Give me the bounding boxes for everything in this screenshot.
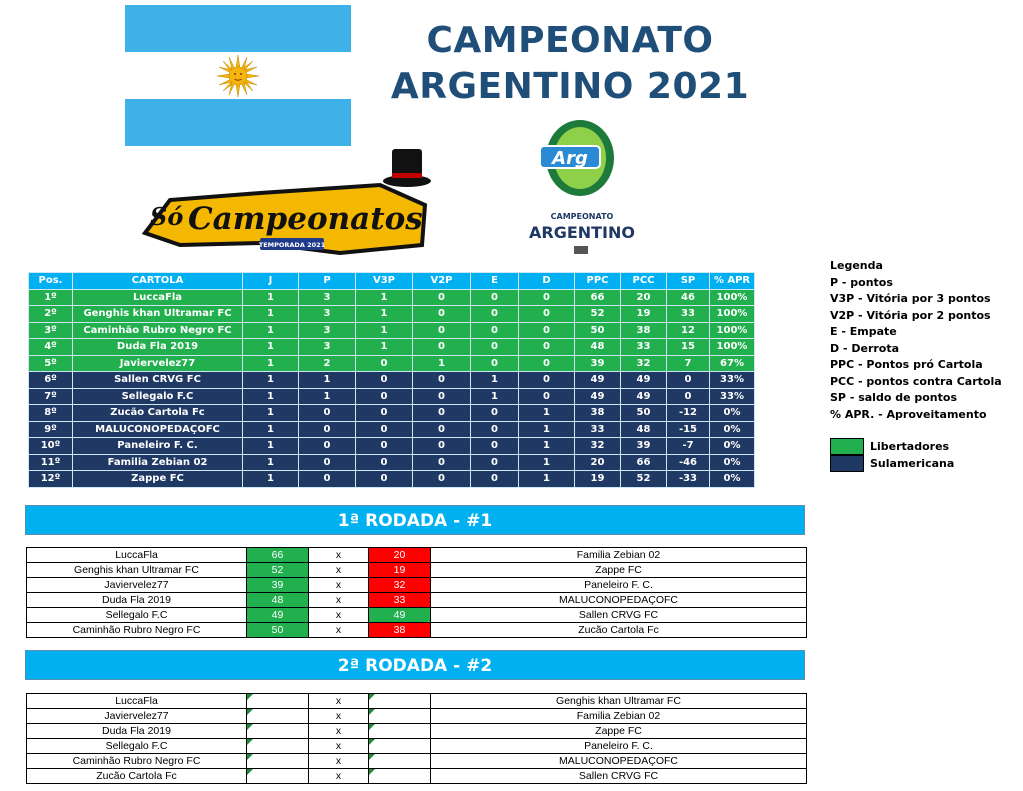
- standings-cell: 0: [471, 421, 519, 438]
- standings-header-cell: Pos.: [29, 273, 73, 290]
- match-row: [27, 769, 807, 784]
- team-name-cell: Sallen CRVG FC: [73, 372, 243, 389]
- standings-cell: 32: [575, 438, 621, 455]
- round-2-matches: [26, 693, 807, 784]
- standings-cell: 0: [413, 388, 471, 405]
- standings-cell: 52: [575, 306, 621, 323]
- standings-cell: 19: [575, 471, 621, 488]
- standings-header-cell: E: [471, 273, 519, 290]
- standings-cell: 1: [356, 289, 413, 306]
- away-score: 19: [369, 563, 431, 578]
- away-score: [369, 694, 431, 709]
- standings-cell: 0: [519, 388, 575, 405]
- standings-cell: 0: [356, 372, 413, 389]
- versus-label: x: [309, 578, 369, 593]
- versus-label: x: [309, 724, 369, 739]
- standings-cell: 100%: [710, 339, 755, 356]
- home-score: [247, 709, 309, 724]
- argentina-flag: [125, 5, 351, 146]
- standings-cell: 0: [413, 289, 471, 306]
- standings-cell: 1: [243, 322, 299, 339]
- standings-cell: 33%: [710, 388, 755, 405]
- standings-cell: 0: [519, 355, 575, 372]
- standings-header-cell: PCC: [621, 273, 667, 290]
- home-score: [247, 769, 309, 784]
- versus-label: x: [309, 593, 369, 608]
- standings-cell: 1: [243, 454, 299, 471]
- standings-row: [29, 355, 755, 372]
- match-row: [27, 694, 807, 709]
- standings-cell: 38: [621, 322, 667, 339]
- away-team: Paneleiro F. C.: [431, 578, 807, 593]
- away-score: [369, 724, 431, 739]
- away-score: 49: [369, 608, 431, 623]
- standings-cell: 1: [243, 405, 299, 422]
- standings-cell: 1: [471, 388, 519, 405]
- standings-cell: 1: [519, 471, 575, 488]
- away-score: 32: [369, 578, 431, 593]
- versus-label: x: [309, 709, 369, 724]
- standings-header-row: [29, 273, 755, 290]
- standings-row: [29, 339, 755, 356]
- standings-cell: 49: [621, 388, 667, 405]
- standings-row: [29, 421, 755, 438]
- standings-cell: 7: [667, 355, 710, 372]
- standings-cell: 1: [243, 471, 299, 488]
- home-score: 50: [247, 623, 309, 638]
- away-team: Sallen CRVG FC: [431, 769, 807, 784]
- legend-item: PPC - Pontos pró Cartola: [830, 358, 983, 371]
- match-row: [27, 548, 807, 563]
- standings-cell: 3: [299, 322, 356, 339]
- standings-cell: 0: [356, 388, 413, 405]
- round-2-banner: 2ª RODADA - #2: [25, 650, 805, 680]
- team-name-cell: Paneleiro F. C.: [73, 438, 243, 455]
- team-name-cell: Genghis khan Ultramar FC: [73, 306, 243, 323]
- standings-row: [29, 289, 755, 306]
- away-team: Zappe FC: [431, 563, 807, 578]
- standings-header-cell: D: [519, 273, 575, 290]
- sun-of-may-icon: [216, 54, 260, 98]
- standings-cell: 20: [621, 289, 667, 306]
- match-row: [27, 563, 807, 578]
- standings-cell: 1: [413, 355, 471, 372]
- flag-top-stripe: [125, 5, 351, 52]
- standings-header-cell: SP: [667, 273, 710, 290]
- home-team: Sellegalo F.C: [27, 739, 247, 754]
- home-score: [247, 724, 309, 739]
- team-name-cell: Sellegalo F.C: [73, 388, 243, 405]
- standings-cell: 33: [667, 306, 710, 323]
- standings-cell: 0: [413, 454, 471, 471]
- standings-cell: 4º: [29, 339, 73, 356]
- standings-cell: 0: [299, 438, 356, 455]
- standings-table: [28, 272, 755, 488]
- away-score: [369, 754, 431, 769]
- standings-cell: 6º: [29, 372, 73, 389]
- standings-cell: 100%: [710, 306, 755, 323]
- standings-cell: 1: [519, 421, 575, 438]
- versus-label: x: [309, 754, 369, 769]
- standings-cell: 1: [243, 339, 299, 356]
- home-team: Duda Fla 2019: [27, 593, 247, 608]
- standings-cell: 0: [413, 438, 471, 455]
- away-team: Familia Zebian 02: [431, 709, 807, 724]
- round-1-banner: 1ª RODADA - #1: [25, 505, 805, 535]
- libertadores-label: Libertadores: [870, 440, 950, 453]
- round-1-matches: [26, 547, 807, 638]
- versus-label: x: [309, 608, 369, 623]
- standings-cell: 0: [356, 471, 413, 488]
- standings-cell: 0: [519, 289, 575, 306]
- home-team: Duda Fla 2019: [27, 724, 247, 739]
- standings-cell: -33: [667, 471, 710, 488]
- standings-cell: 49: [575, 388, 621, 405]
- versus-label: x: [309, 563, 369, 578]
- libertadores-swatch: [830, 438, 864, 455]
- arg-logo-line-1: CAMPEONATO: [550, 212, 614, 221]
- away-team: Sallen CRVG FC: [431, 608, 807, 623]
- sulamericana-swatch: [830, 455, 864, 472]
- standings-cell: 0%: [710, 454, 755, 471]
- standings-cell: 1: [243, 421, 299, 438]
- versus-label: x: [309, 548, 369, 563]
- home-score: 39: [247, 578, 309, 593]
- standings-cell: 0%: [710, 471, 755, 488]
- standings-cell: 66: [575, 289, 621, 306]
- match-row: [27, 593, 807, 608]
- away-team: Familia Zebian 02: [431, 548, 807, 563]
- standings-cell: 0: [356, 438, 413, 455]
- standings-header-cell: V2P: [413, 273, 471, 290]
- standings-cell: 0: [299, 421, 356, 438]
- team-name-cell: Javiervelez77: [73, 355, 243, 372]
- standings-row: [29, 471, 755, 488]
- standings-cell: 20: [575, 454, 621, 471]
- standings-cell: 1: [243, 306, 299, 323]
- home-team: LuccaFla: [27, 694, 247, 709]
- standings-cell: 100%: [710, 322, 755, 339]
- team-name-cell: Caminhão Rubro Negro FC: [73, 322, 243, 339]
- legend-item: PCC - pontos contra Cartola: [830, 374, 1002, 388]
- home-score: [247, 754, 309, 769]
- standings-cell: 0: [471, 355, 519, 372]
- legend-item: V3P - Vitória por 3 pontos: [830, 292, 991, 305]
- home-score: [247, 694, 309, 709]
- standings-cell: 48: [621, 421, 667, 438]
- away-team: Zappe FC: [431, 724, 807, 739]
- standings-cell: 1: [519, 454, 575, 471]
- standings-cell: 0%: [710, 421, 755, 438]
- standings-row: [29, 306, 755, 323]
- away-team: Paneleiro F. C.: [431, 739, 807, 754]
- standings-cell: 50: [621, 405, 667, 422]
- match-row: [27, 578, 807, 593]
- home-team: Sellegalo F.C: [27, 608, 247, 623]
- standings-cell: 0: [667, 388, 710, 405]
- away-score: 33: [369, 593, 431, 608]
- page-title: [380, 18, 760, 110]
- logo-text-campeonatos: Campeonatos: [188, 201, 423, 237]
- match-row: [27, 623, 807, 638]
- match-row: [27, 608, 807, 623]
- standings-cell: 0: [519, 372, 575, 389]
- standings-cell: 7º: [29, 388, 73, 405]
- standings-cell: 3: [299, 339, 356, 356]
- match-row: [27, 724, 807, 739]
- standings-cell: 0: [299, 405, 356, 422]
- home-score: 49: [247, 608, 309, 623]
- standings-cell: 0: [471, 306, 519, 323]
- standings-row: [29, 454, 755, 471]
- arg-logo-line-2: ARGENTINO: [528, 223, 636, 242]
- versus-label: x: [309, 739, 369, 754]
- legend-item: P - pontos: [830, 275, 893, 289]
- standings-cell: 0: [413, 306, 471, 323]
- standings-cell: 32: [621, 355, 667, 372]
- standings-cell: 12º: [29, 471, 73, 488]
- standings-cell: 2: [299, 355, 356, 372]
- standings-cell: 1: [471, 372, 519, 389]
- standings-cell: 1: [519, 405, 575, 422]
- legend-item: SP - saldo de pontos: [830, 391, 957, 404]
- standings-cell: 0: [413, 421, 471, 438]
- standings-cell: 0: [471, 471, 519, 488]
- standings-cell: 49: [575, 372, 621, 389]
- standings-cell: 0%: [710, 405, 755, 422]
- home-team: LuccaFla: [27, 548, 247, 563]
- standings-cell: 33%: [710, 372, 755, 389]
- standings-cell: 66: [621, 454, 667, 471]
- standings-header-cell: J: [243, 273, 299, 290]
- legend-sulamericana: [830, 455, 990, 472]
- versus-label: x: [309, 769, 369, 784]
- standings-cell: -7: [667, 438, 710, 455]
- standings-cell: 3º: [29, 322, 73, 339]
- versus-label: x: [309, 694, 369, 709]
- team-name-cell: Familia Zebian 02: [73, 454, 243, 471]
- team-name-cell: Zappe FC: [73, 471, 243, 488]
- away-score: 20: [369, 548, 431, 563]
- standings-row: [29, 388, 755, 405]
- standings-cell: 0: [413, 339, 471, 356]
- standings-cell: 0: [519, 339, 575, 356]
- standings-cell: 1: [299, 372, 356, 389]
- standings-cell: 0: [356, 454, 413, 471]
- standings-cell: 10º: [29, 438, 73, 455]
- standings-cell: 1º: [29, 289, 73, 306]
- standings-cell: 5º: [29, 355, 73, 372]
- standings-cell: 0%: [710, 438, 755, 455]
- home-team: Caminhão Rubro Negro FC: [27, 623, 247, 638]
- team-name-cell: Duda Fla 2019: [73, 339, 243, 356]
- standings-cell: 0: [356, 405, 413, 422]
- home-team: Genghis khan Ultramar FC: [27, 563, 247, 578]
- logo-text-so: Só: [150, 202, 184, 231]
- home-score: 52: [247, 563, 309, 578]
- away-score: [369, 739, 431, 754]
- standings-cell: 1: [299, 388, 356, 405]
- standings-cell: 39: [575, 355, 621, 372]
- standings-cell: 0: [667, 372, 710, 389]
- legend-item: % APR. - Aproveitamento: [830, 407, 987, 421]
- campeonato-argentino-logo: [518, 120, 646, 260]
- standings-cell: 1: [243, 438, 299, 455]
- standings-cell: 0: [471, 438, 519, 455]
- standings-cell: 0: [471, 289, 519, 306]
- standings-cell: 1: [243, 372, 299, 389]
- standings-cell: 0: [519, 306, 575, 323]
- legend-item: E - Empate: [830, 325, 897, 338]
- standings-cell: 0: [519, 322, 575, 339]
- standings-cell: 39: [621, 438, 667, 455]
- standings-cell: -46: [667, 454, 710, 471]
- standings-header-cell: PPC: [575, 273, 621, 290]
- home-team: Caminhão Rubro Negro FC: [27, 754, 247, 769]
- standings-row: [29, 438, 755, 455]
- legend-item: D - Derrota: [830, 341, 900, 355]
- standings-cell: 0: [413, 471, 471, 488]
- standings-cell: 1: [243, 388, 299, 405]
- standings-header-cell: CARTOLA: [73, 273, 243, 290]
- standings-cell: 2º: [29, 306, 73, 323]
- standings-cell: 0: [356, 421, 413, 438]
- standings-cell: 1: [243, 289, 299, 306]
- standings-cell: 11º: [29, 454, 73, 471]
- flag-bottom-stripe: [125, 99, 351, 146]
- standings-header-cell: V3P: [356, 273, 413, 290]
- logo-badge: TEMPORADA 2021: [258, 241, 326, 249]
- standings-cell: 0: [299, 471, 356, 488]
- home-team: Javiervelez77: [27, 709, 247, 724]
- standings-cell: 3: [299, 289, 356, 306]
- standings-header-cell: P: [299, 273, 356, 290]
- standings-cell: 0: [471, 339, 519, 356]
- team-name-cell: LuccaFla: [73, 289, 243, 306]
- match-row: [27, 709, 807, 724]
- legend-title: Legenda: [830, 259, 883, 272]
- title-line-1: CAMPEONATO: [426, 20, 714, 61]
- away-team: MALUCONOPEDAÇOFC: [431, 593, 807, 608]
- standings-cell: -15: [667, 421, 710, 438]
- legend-libertadores: [830, 438, 990, 455]
- standings-cell: 33: [621, 339, 667, 356]
- standings-cell: 0: [413, 372, 471, 389]
- sulamericana-label: Sulamericana: [870, 457, 955, 470]
- home-team: Javiervelez77: [27, 578, 247, 593]
- team-name-cell: MALUCONOPEDAÇOFC: [73, 421, 243, 438]
- away-score: [369, 709, 431, 724]
- standings-cell: 8º: [29, 405, 73, 422]
- title-line-2: ARGENTINO 2021: [390, 66, 750, 107]
- standings-row: [29, 405, 755, 422]
- legend-item: V2P - Vitória por 2 pontos: [830, 308, 991, 322]
- so-campeonatos-logo: [140, 145, 435, 255]
- standings-cell: 1: [356, 322, 413, 339]
- team-name-cell: Zucão Cartola Fc: [73, 405, 243, 422]
- home-team: Zucão Cartola Fc: [27, 769, 247, 784]
- standings-cell: 50: [575, 322, 621, 339]
- standings-cell: 3: [299, 306, 356, 323]
- versus-label: x: [309, 623, 369, 638]
- away-score: 38: [369, 623, 431, 638]
- standings-cell: 49: [621, 372, 667, 389]
- standings-cell: 46: [667, 289, 710, 306]
- standings-cell: 38: [575, 405, 621, 422]
- match-row: [27, 754, 807, 769]
- away-team: Genghis khan Ultramar FC: [431, 694, 807, 709]
- standings-cell: 0: [471, 322, 519, 339]
- standings-cell: -12: [667, 405, 710, 422]
- standings-cell: 1: [519, 438, 575, 455]
- standings-cell: 1: [356, 339, 413, 356]
- standings-cell: 0: [413, 322, 471, 339]
- away-score: [369, 769, 431, 784]
- standings-cell: 52: [621, 471, 667, 488]
- arg-monogram: Arg: [552, 148, 588, 169]
- standings-cell: 19: [621, 306, 667, 323]
- standings-cell: 67%: [710, 355, 755, 372]
- standings-cell: 1: [356, 306, 413, 323]
- standings-cell: 48: [575, 339, 621, 356]
- home-score: [247, 739, 309, 754]
- away-team: Zucão Cartola Fc: [431, 623, 807, 638]
- standings-cell: 0: [356, 355, 413, 372]
- standings-cell: 12: [667, 322, 710, 339]
- home-score: 66: [247, 548, 309, 563]
- standings-cell: 33: [575, 421, 621, 438]
- standings-cell: 9º: [29, 421, 73, 438]
- standings-row: [29, 322, 755, 339]
- standings-row: [29, 372, 755, 389]
- standings-cell: 0: [471, 454, 519, 471]
- standings-cell: 1: [243, 355, 299, 372]
- home-score: 48: [247, 593, 309, 608]
- standings-cell: 0: [299, 454, 356, 471]
- standings-cell: 0: [413, 405, 471, 422]
- standings-cell: 100%: [710, 289, 755, 306]
- legend: [830, 258, 1002, 423]
- away-team: MALUCONOPEDAÇOFC: [431, 754, 807, 769]
- standings-cell: 0: [471, 405, 519, 422]
- standings-header-cell: % APR: [710, 273, 755, 290]
- match-row: [27, 739, 807, 754]
- standings-cell: 15: [667, 339, 710, 356]
